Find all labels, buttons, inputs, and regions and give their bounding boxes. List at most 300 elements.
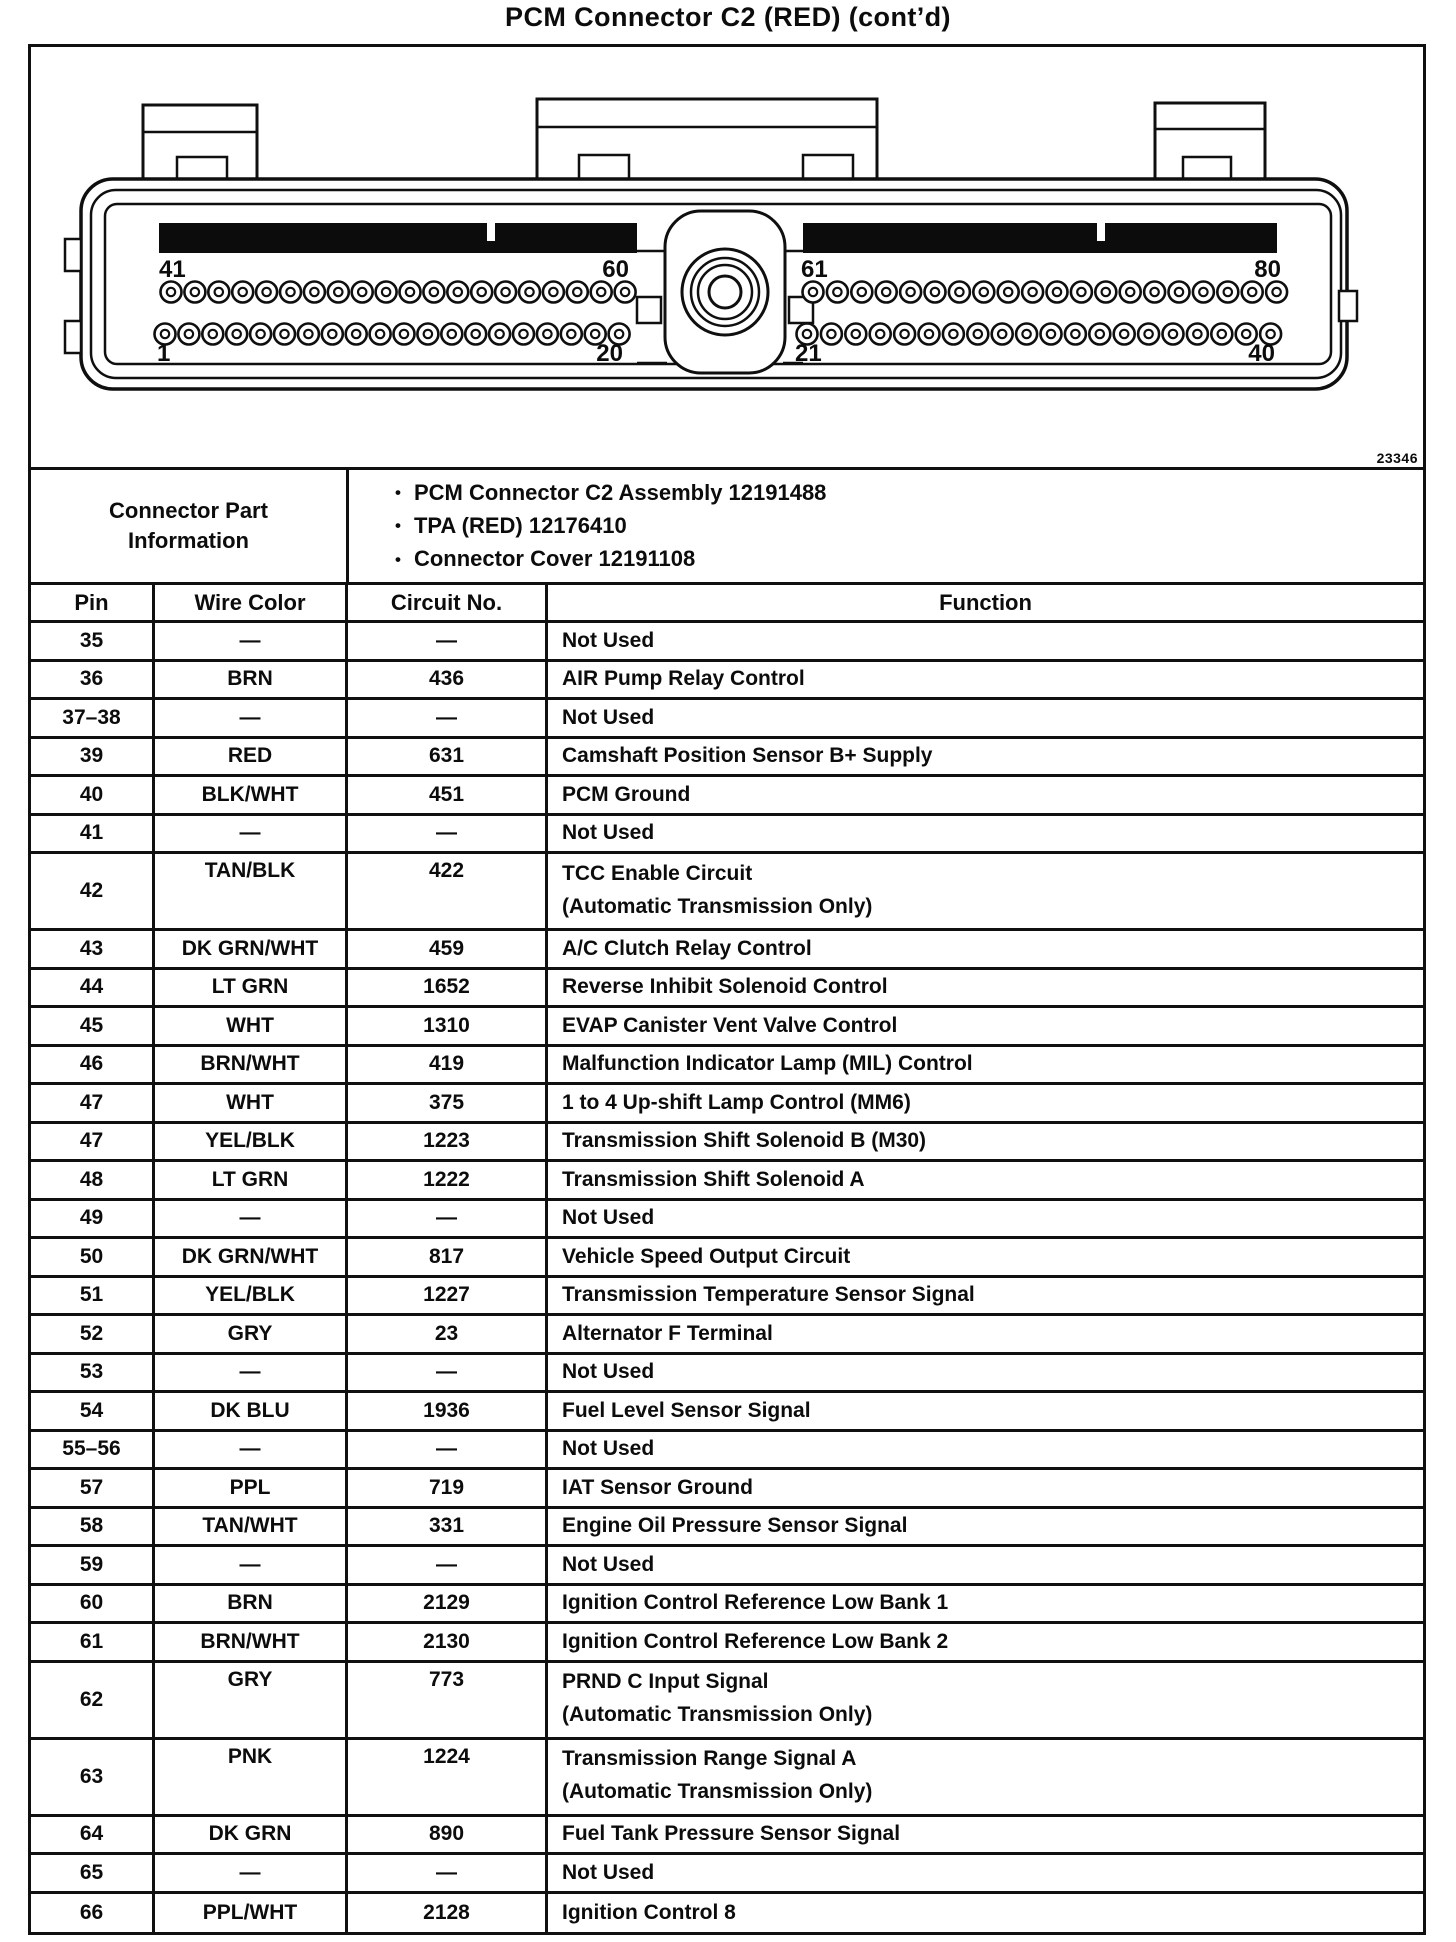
- function-line: 1 to 4 Up-shift Lamp Control (MM6): [562, 1090, 911, 1114]
- pin: [423, 282, 444, 303]
- pin: [949, 282, 970, 303]
- function-line: Camshaft Position Sensor B+ Supply: [562, 744, 933, 768]
- circuit-no-cell: 631: [348, 739, 548, 775]
- pin: [998, 282, 1019, 303]
- function-cell: [548, 1355, 1423, 1391]
- wire-color-cell: —: [155, 816, 348, 852]
- table-row: [31, 1008, 1423, 1047]
- table-row: [31, 931, 1423, 970]
- table-row: [31, 1586, 1423, 1625]
- function-line: Not Used: [562, 1206, 655, 1230]
- pin: [567, 282, 588, 303]
- pin-cell: 50: [31, 1239, 155, 1275]
- pin-label-61: 61: [801, 256, 828, 283]
- pin: [298, 324, 319, 345]
- pin: [489, 324, 510, 345]
- circuit-no-cell: —: [348, 816, 548, 852]
- function-line: AIR Pump Relay Control: [562, 667, 805, 691]
- wire-color-cell: —: [155, 1547, 348, 1583]
- pin: [803, 282, 824, 303]
- function-line: Fuel Level Sensor Signal: [562, 1398, 811, 1422]
- circuit-no-cell: —: [348, 1432, 548, 1468]
- wire-color-cell: BLK/WHT: [155, 777, 348, 813]
- wire-color-cell: BRN: [155, 662, 348, 698]
- pin: [591, 282, 612, 303]
- wire-color-cell: DK GRN: [155, 1817, 348, 1853]
- pin: [471, 282, 492, 303]
- function-line: (Automatic Transmission Only): [562, 1703, 873, 1726]
- circuit-no-cell: 1652: [348, 970, 548, 1006]
- connector-part-info-label: Connector Part Information: [31, 470, 349, 582]
- pin-cell: 49: [31, 1201, 155, 1237]
- pin: [1114, 324, 1135, 345]
- function-line: IAT Sensor Ground: [562, 1475, 753, 1499]
- pin-label-1: 1: [157, 340, 171, 367]
- pin-cell: 41: [31, 816, 155, 852]
- pin: [178, 324, 199, 345]
- function-cell: [548, 1047, 1423, 1083]
- pin: [1138, 324, 1159, 345]
- wire-color-cell: —: [155, 1355, 348, 1391]
- table-row: [31, 1740, 1423, 1817]
- function-line: Not Used: [562, 1360, 655, 1384]
- pin-label-20: 20: [596, 340, 623, 367]
- wire-color-cell: DK GRN/WHT: [155, 1239, 348, 1275]
- pin: [1071, 282, 1092, 303]
- circuit-no-cell: —: [348, 623, 548, 659]
- function-cell: [548, 1470, 1423, 1506]
- function-cell: [548, 623, 1423, 659]
- function-cell: [548, 662, 1423, 698]
- header-pin: Pin: [31, 585, 155, 620]
- pin-table-body: [31, 623, 1423, 1932]
- pin-cell: 64: [31, 1817, 155, 1853]
- table-row: [31, 1432, 1423, 1471]
- wire-color-cell: BRN: [155, 1586, 348, 1622]
- table-row: [31, 1047, 1423, 1086]
- circuit-no-cell: 1222: [348, 1162, 548, 1198]
- function-line: Ignition Control 8: [562, 1900, 736, 1924]
- wire-color-cell: PNK: [155, 1740, 348, 1814]
- function-cell: [548, 1008, 1423, 1044]
- pin: [322, 324, 343, 345]
- function-line: Transmission Temperature Sensor Signal: [562, 1283, 975, 1307]
- header-function: Function: [939, 589, 1032, 615]
- pin: [992, 324, 1013, 345]
- circuit-no-cell: 375: [348, 1085, 548, 1121]
- pin: [943, 324, 964, 345]
- pin-cell: 59: [31, 1547, 155, 1583]
- pin-cell: 47: [31, 1124, 155, 1160]
- table-row: [31, 1124, 1423, 1163]
- pin: [417, 324, 438, 345]
- pin: [1193, 282, 1214, 303]
- circuit-no-cell: 890: [348, 1817, 548, 1853]
- pin: [208, 282, 229, 303]
- page-title: PCM Connector C2 (RED) (cont’d): [505, 2, 951, 32]
- table-row: [31, 1855, 1423, 1894]
- pin: [615, 282, 636, 303]
- header-circuit-no: Circuit No.: [348, 585, 548, 620]
- function-line: EVAP Canister Vent Valve Control: [562, 1013, 898, 1037]
- function-line: Not Used: [562, 1552, 655, 1576]
- function-line: Not Used: [562, 1860, 655, 1884]
- pin-cell: 48: [31, 1162, 155, 1198]
- pin: [441, 324, 462, 345]
- function-line: Not Used: [562, 821, 655, 845]
- pin: [447, 282, 468, 303]
- part-info-item: [395, 513, 1423, 539]
- wire-color-cell: PPL: [155, 1470, 348, 1506]
- pin: [465, 324, 486, 345]
- pin-cell: 55–56: [31, 1432, 155, 1468]
- pin-label-41: 41: [159, 256, 186, 283]
- pin: [519, 282, 540, 303]
- function-line: Ignition Control Reference Low Bank 2: [562, 1629, 949, 1653]
- table-row: [31, 1894, 1423, 1933]
- function-line: Transmission Shift Solenoid B (M30): [562, 1129, 927, 1153]
- pin: [376, 282, 397, 303]
- function-line: Ignition Control Reference Low Bank 1: [562, 1591, 949, 1615]
- circuit-no-cell: 1223: [348, 1124, 548, 1160]
- circuit-no-cell: 419: [348, 1047, 548, 1083]
- pin: [1041, 324, 1062, 345]
- mounting-tab-center: [537, 99, 877, 185]
- function-line: PRND C Input Signal: [562, 1670, 769, 1693]
- pin: [1187, 324, 1208, 345]
- function-line: Transmission Shift Solenoid A: [562, 1167, 865, 1191]
- pin: [274, 324, 295, 345]
- circuit-no-cell: 2128: [348, 1894, 548, 1933]
- circuit-no-cell: 1227: [348, 1278, 548, 1314]
- pin-cell: 35: [31, 623, 155, 659]
- wire-color-cell: TAN/BLK: [155, 854, 348, 928]
- wire-color-cell: WHT: [155, 1008, 348, 1044]
- wire-color-cell: YEL/BLK: [155, 1278, 348, 1314]
- wire-color-cell: YEL/BLK: [155, 1124, 348, 1160]
- function-cell: [548, 1547, 1423, 1583]
- pin-cell: 53: [31, 1355, 155, 1391]
- pin-label-60: 60: [602, 256, 629, 283]
- function-cell: [548, 1316, 1423, 1352]
- pin: [851, 282, 872, 303]
- pin-cell: 43: [31, 931, 155, 967]
- function-cell: [548, 1855, 1423, 1891]
- circuit-no-cell: 1310: [348, 1008, 548, 1044]
- circuit-no-cell: 331: [348, 1509, 548, 1545]
- pin: [1217, 282, 1238, 303]
- circuit-no-cell: 1936: [348, 1393, 548, 1429]
- pin: [870, 324, 891, 345]
- table-row: [31, 854, 1423, 931]
- function-cell: [548, 739, 1423, 775]
- part-info-text: Connector Cover 12191108: [413, 546, 696, 572]
- circuit-no-cell: 422: [348, 854, 548, 928]
- function-cell: [548, 1393, 1423, 1429]
- wire-color-cell: LT GRN: [155, 970, 348, 1006]
- header-wire-color: Wire Color: [155, 585, 348, 620]
- wire-color-cell: RED: [155, 739, 348, 775]
- mounting-tab-left: [143, 105, 257, 185]
- function-cell: [548, 931, 1423, 967]
- function-cell: [548, 1509, 1423, 1545]
- table-row: [31, 1547, 1423, 1586]
- table-row: [31, 1624, 1423, 1663]
- circuit-no-cell: —: [348, 700, 548, 736]
- function-cell: [548, 1124, 1423, 1160]
- pin-cell: 37–38: [31, 700, 155, 736]
- function-cell: [548, 1663, 1423, 1737]
- pin: [925, 282, 946, 303]
- circuit-no-cell: 1224: [348, 1740, 548, 1814]
- circuit-no-cell: —: [348, 1855, 548, 1891]
- bullet-icon: •: [395, 516, 401, 536]
- function-cell: [548, 1085, 1423, 1121]
- pin: [967, 324, 988, 345]
- function-cell: [548, 1894, 1423, 1933]
- circuit-no-cell: 2130: [348, 1624, 548, 1660]
- function-line: (Automatic Transmission Only): [562, 894, 873, 918]
- bullet-icon: •: [395, 483, 401, 503]
- part-info-text: PCM Connector C2 Assembly 12191488: [413, 479, 827, 505]
- table-row: [31, 816, 1423, 855]
- function-cell: [548, 1201, 1423, 1237]
- pin: [394, 324, 415, 345]
- pin: [232, 282, 253, 303]
- function-line: PCM Ground: [562, 782, 691, 806]
- circuit-no-cell: 451: [348, 777, 548, 813]
- table-row: [31, 1316, 1423, 1355]
- pin: [973, 282, 994, 303]
- pin-cell: 42: [31, 854, 155, 928]
- table-row: [31, 1509, 1423, 1548]
- circuit-no-cell: 459: [348, 931, 548, 967]
- table-row: [31, 662, 1423, 701]
- table-row: [31, 623, 1423, 662]
- pin-cell: 57: [31, 1470, 155, 1506]
- function-line: Not Used: [562, 705, 655, 729]
- function-cell: [548, 1162, 1423, 1198]
- function-line: TCC Enable Circuit: [562, 861, 753, 885]
- pin-cell: 61: [31, 1624, 155, 1660]
- pin: [1022, 282, 1043, 303]
- pin-cell: 45: [31, 1008, 155, 1044]
- function-line: Not Used: [562, 628, 655, 652]
- table-row: [31, 970, 1423, 1009]
- circuit-no-cell: —: [348, 1201, 548, 1237]
- function-cell: [548, 854, 1423, 928]
- pin: [256, 282, 277, 303]
- circuit-no-cell: 817: [348, 1239, 548, 1275]
- connector-part-info-list: [349, 470, 1423, 582]
- pin: [346, 324, 367, 345]
- pin: [304, 282, 325, 303]
- side-latch-lower: [65, 321, 81, 353]
- function-line: Malfunction Indicator Lamp (MIL) Control: [562, 1052, 973, 1076]
- pin-cell: 46: [31, 1047, 155, 1083]
- pin: [1163, 324, 1184, 345]
- circuit-no-cell: 773: [348, 1663, 548, 1737]
- pin: [827, 282, 848, 303]
- pin-cell: 66: [31, 1894, 155, 1933]
- function-line: Vehicle Speed Output Circuit: [562, 1244, 851, 1268]
- table-row: [31, 1239, 1423, 1278]
- pin: [1144, 282, 1165, 303]
- pin-cell: 47: [31, 1085, 155, 1121]
- table-row: [31, 1817, 1423, 1856]
- function-cell: [548, 1740, 1423, 1814]
- pin: [845, 324, 866, 345]
- circuit-no-cell: —: [348, 1355, 548, 1391]
- table-row: [31, 1663, 1423, 1740]
- table-row: [31, 777, 1423, 816]
- pin: [561, 324, 582, 345]
- pin: [537, 324, 558, 345]
- function-cell: [548, 970, 1423, 1006]
- pin-cell: 51: [31, 1278, 155, 1314]
- circuit-no-cell: 436: [348, 662, 548, 698]
- pin: [280, 282, 301, 303]
- connector-drawing: [31, 47, 1423, 467]
- pin: [370, 324, 391, 345]
- pin: [495, 282, 516, 303]
- function-cell: [548, 1239, 1423, 1275]
- pin: [1095, 282, 1116, 303]
- function-line: Reverse Inhibit Solenoid Control: [562, 975, 888, 999]
- pin: [184, 282, 205, 303]
- pin-cell: 40: [31, 777, 155, 813]
- function-line: Alternator F Terminal: [562, 1321, 773, 1345]
- pin: [400, 282, 421, 303]
- pin: [1089, 324, 1110, 345]
- pin: [900, 282, 921, 303]
- figure-number: 23346: [1376, 450, 1418, 466]
- pin-cell: 58: [31, 1509, 155, 1545]
- pin: [328, 282, 349, 303]
- pin-label-80: 80: [1254, 256, 1281, 283]
- circuit-no-cell: 2129: [348, 1586, 548, 1622]
- pin: [250, 324, 271, 345]
- side-latch-upper: [65, 239, 81, 271]
- wire-color-cell: DK GRN/WHT: [155, 931, 348, 967]
- function-line: (Automatic Transmission Only): [562, 1780, 873, 1803]
- function-cell: [548, 777, 1423, 813]
- pin: [1047, 282, 1068, 303]
- wire-color-cell: BRN/WHT: [155, 1624, 348, 1660]
- pinout-table: [28, 470, 1426, 1935]
- table-row: [31, 1470, 1423, 1509]
- wire-color-cell: —: [155, 700, 348, 736]
- table-row: [31, 1201, 1423, 1240]
- side-latch-right: [1339, 291, 1357, 321]
- wire-color-cell: —: [155, 1855, 348, 1891]
- connector-figure: [28, 44, 1426, 470]
- pin: [1065, 324, 1086, 345]
- circuit-no-cell: 719: [348, 1470, 548, 1506]
- pin: [1120, 282, 1141, 303]
- table-row: [31, 1278, 1423, 1317]
- pin: [352, 282, 373, 303]
- wire-color-cell: LT GRN: [155, 1162, 348, 1198]
- function-cell: [548, 1624, 1423, 1660]
- pin: [1266, 282, 1287, 303]
- circuit-no-cell: 23: [348, 1316, 548, 1352]
- circuit-no-cell: —: [348, 1547, 548, 1583]
- pin-cell: 60: [31, 1586, 155, 1622]
- pin: [919, 324, 940, 345]
- pin-cell: 65: [31, 1855, 155, 1891]
- part-info-item: [395, 546, 1423, 572]
- function-line: Not Used: [562, 1437, 655, 1461]
- wire-color-cell: —: [155, 623, 348, 659]
- pin: [543, 282, 564, 303]
- function-cell: [548, 1817, 1423, 1853]
- pin-label-40: 40: [1248, 340, 1275, 367]
- function-line: A/C Clutch Relay Control: [562, 936, 812, 960]
- wire-color-cell: BRN/WHT: [155, 1047, 348, 1083]
- pin-cell: 54: [31, 1393, 155, 1429]
- wire-color-cell: TAN/WHT: [155, 1509, 348, 1545]
- function-line: Fuel Tank Pressure Sensor Signal: [562, 1822, 901, 1846]
- pin: [1242, 282, 1263, 303]
- wire-color-cell: —: [155, 1201, 348, 1237]
- table-row: [31, 1355, 1423, 1394]
- part-info-text: TPA (RED) 12176410: [413, 512, 627, 538]
- function-cell: [548, 1586, 1423, 1622]
- function-line: Transmission Range Signal A: [562, 1747, 857, 1770]
- pin: [1211, 324, 1232, 345]
- pin: [1169, 282, 1190, 303]
- pin: [161, 282, 182, 303]
- mounting-tab-right: [1155, 103, 1265, 185]
- wire-color-cell: WHT: [155, 1085, 348, 1121]
- pin: [876, 282, 897, 303]
- pin-cell: 44: [31, 970, 155, 1006]
- pin-cell: 39: [31, 739, 155, 775]
- wire-color-cell: PPL/WHT: [155, 1894, 348, 1933]
- pin: [202, 324, 223, 345]
- function-cell: [548, 1278, 1423, 1314]
- table-header-row: [31, 585, 1423, 623]
- table-row: [31, 1162, 1423, 1201]
- function-cell: [548, 700, 1423, 736]
- pin-cell: 52: [31, 1316, 155, 1352]
- table-row: [31, 1085, 1423, 1124]
- table-row: [31, 739, 1423, 778]
- table-row: [31, 1393, 1423, 1432]
- pin: [1016, 324, 1037, 345]
- function-line: Engine Oil Pressure Sensor Signal: [562, 1514, 908, 1538]
- function-cell: [548, 816, 1423, 852]
- wire-color-cell: GRY: [155, 1663, 348, 1737]
- wire-color-cell: GRY: [155, 1316, 348, 1352]
- connector-part-info-row: [31, 470, 1423, 585]
- wire-color-cell: DK BLU: [155, 1393, 348, 1429]
- pin: [821, 324, 842, 345]
- bullet-icon: •: [395, 549, 401, 569]
- pin-cell: 36: [31, 662, 155, 698]
- pin-cell: 63: [31, 1740, 155, 1814]
- pin: [513, 324, 534, 345]
- wire-color-cell: —: [155, 1432, 348, 1468]
- pin-label-21: 21: [795, 340, 822, 367]
- pin-cell: 62: [31, 1663, 155, 1737]
- pin: [894, 324, 915, 345]
- pin: [226, 324, 247, 345]
- part-info-item: [395, 480, 1423, 506]
- function-cell: [548, 1432, 1423, 1468]
- table-row: [31, 700, 1423, 739]
